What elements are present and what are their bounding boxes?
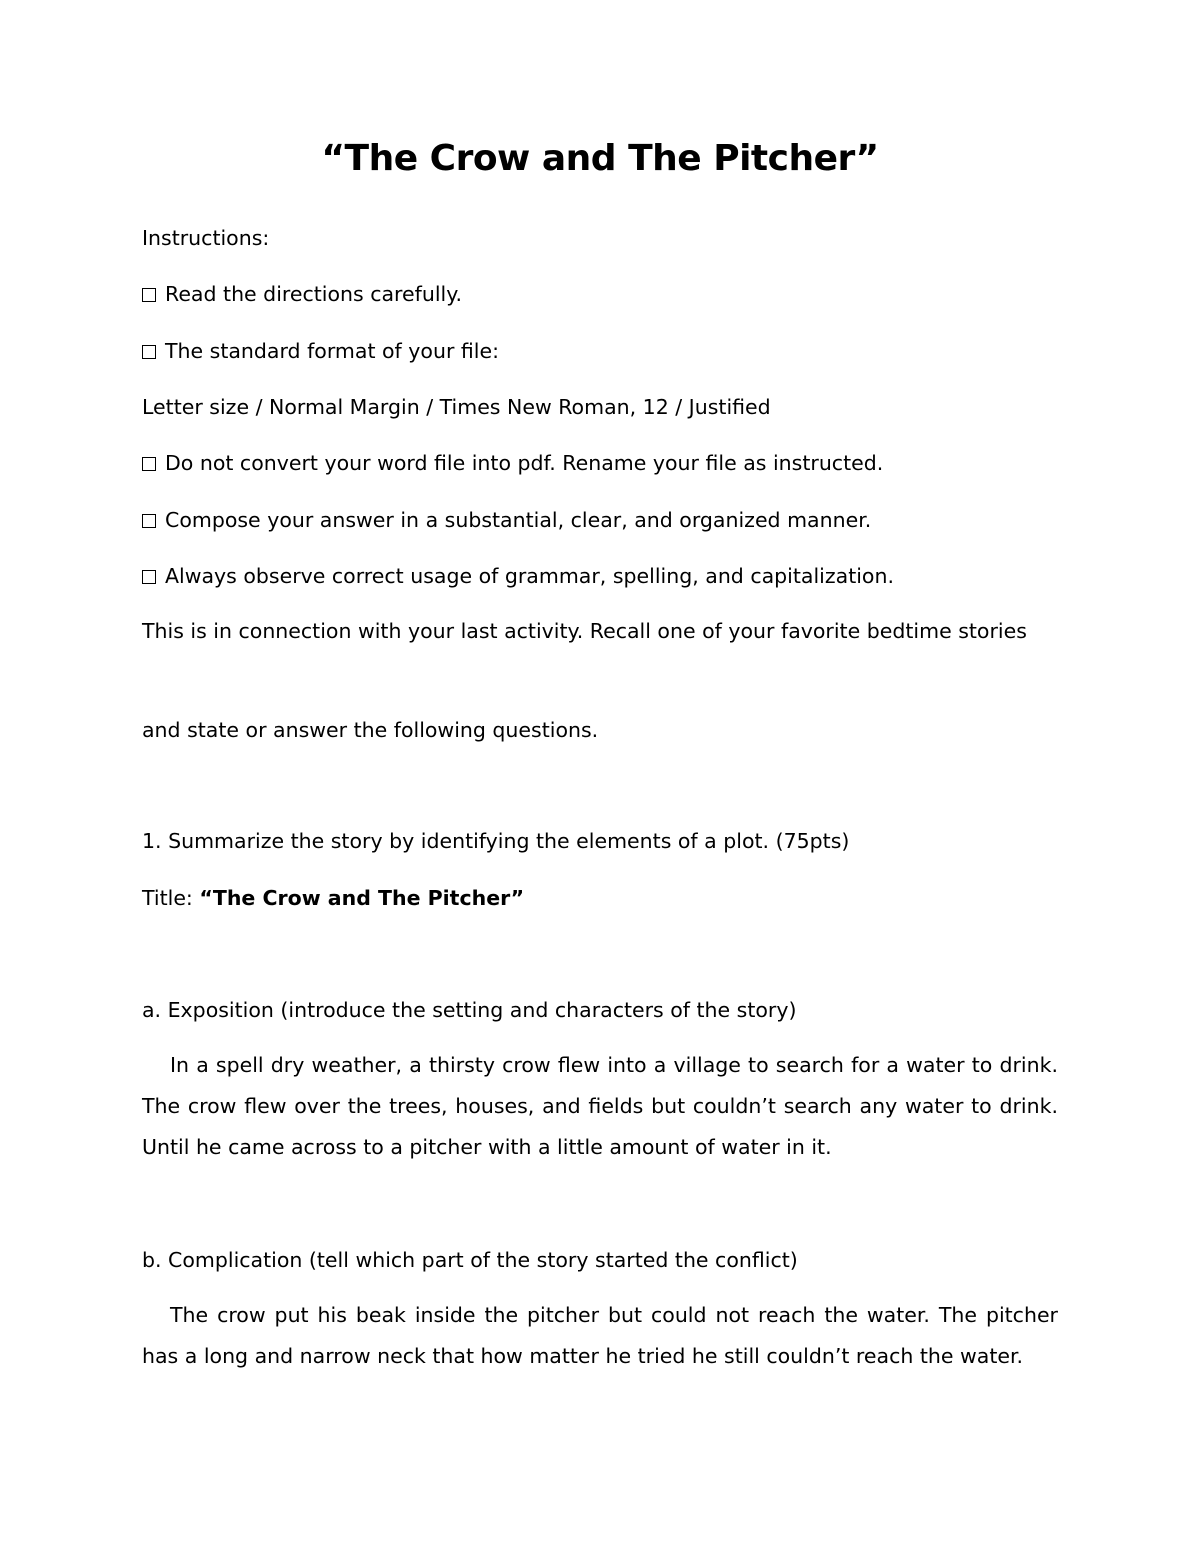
section-a-heading: a. Exposition (introduce the setting and characters of the story)	[142, 998, 797, 1022]
intro-paragraph: This is in connection with your last activity. Recall one of your favorite bedtime stories	[142, 619, 1027, 643]
document-title: “The Crow and The Pitcher”	[321, 138, 879, 179]
checklist-item-text: The standard format of your file:	[165, 339, 500, 363]
checklist-item-text: Always observe correct usage of grammar, spelling, and capitalization.	[165, 564, 894, 588]
checkbox-icon	[142, 345, 156, 359]
story-title-line	[142, 886, 524, 910]
checkbox-icon	[142, 288, 156, 302]
checkbox-icon	[142, 570, 156, 584]
checklist-item-grammar	[142, 564, 894, 588]
checklist-item-text: Do not convert your word file into pdf. Rename your file as instructed.	[165, 451, 884, 475]
checklist-item-read-directions	[142, 282, 462, 306]
checklist-item-convert	[142, 451, 883, 475]
checklist-item-text: Read the directions carefully.	[165, 282, 462, 306]
intro-continuation: and state or answer the following questions.	[142, 718, 599, 742]
section-a-text: In a spell dry weather, a thirsty crow flew into a village to search for a water to drink. The crow flew over the trees, houses, and fields but couldn’t search any water to drink. Until he came across to a pitcher with a little amount of water in it.	[142, 1053, 1058, 1159]
checklist-item-standard-format	[142, 339, 499, 363]
story-title-value: “The Crow and The Pitcher”	[199, 886, 525, 910]
checkbox-icon	[142, 514, 156, 528]
format-line: Letter size / Normal Margin / Times New Roman, 12 / Justified	[142, 395, 771, 419]
question-1: 1. Summarize the story by identifying the elements of a plot. (75pts)	[142, 829, 850, 853]
story-title-label: Title:	[142, 886, 200, 910]
section-b-heading: b. Complication (tell which part of the story started the conflict)	[142, 1248, 798, 1272]
section-b-text: The crow put his beak inside the pitcher but could not reach the water. The pitcher has a long and narrow neck that how matter he tried he still couldn’t reach the water.	[142, 1303, 1058, 1368]
checkbox-icon	[142, 457, 156, 471]
checklist-item-text: Compose your answer in a substantial, clear, and organized manner.	[165, 508, 872, 532]
instructions-label: Instructions:	[142, 226, 270, 250]
checklist-item-compose	[142, 508, 871, 532]
